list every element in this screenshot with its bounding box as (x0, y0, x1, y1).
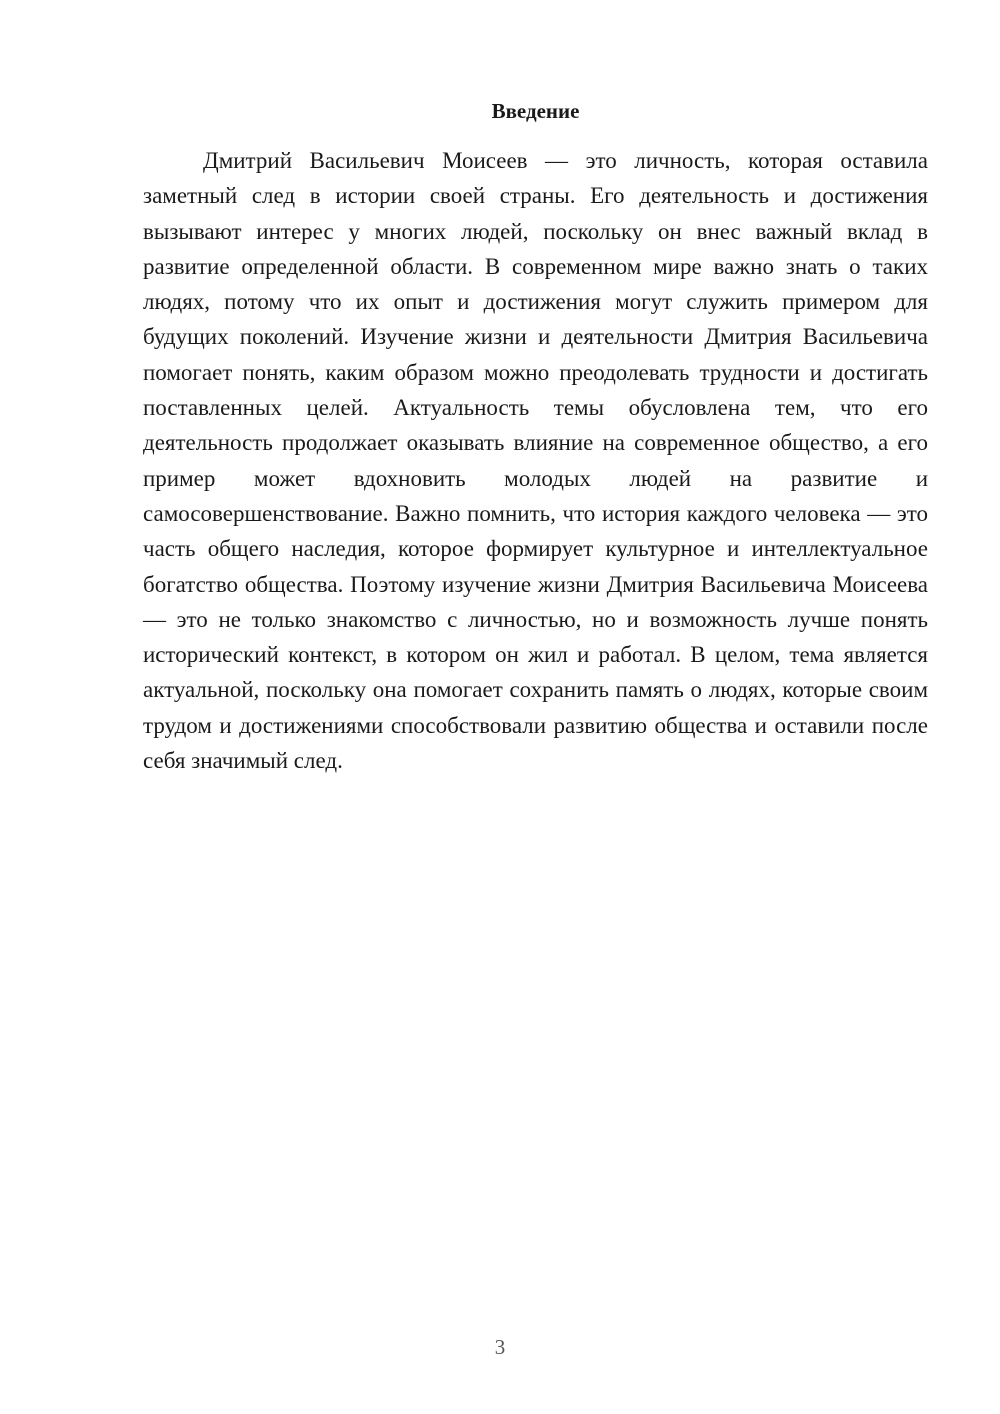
section-heading: Введение (491, 99, 580, 123)
page-number: 3 (494, 1335, 506, 1359)
introduction-paragraph: Дмитрий Васильевич Моисеев — это личность, которая оставила заметный след в истории своей страны. Его деятельность и достижения вызывают интерес у многих людей, поскольку он внес важный вклад в развитие определенной области. В современном мире важно знать о таких людях, потому что их опыт и достижения могут служить примером для будущих поколений. Изучение жизни и деятельности Дмитрия Васильевича помогает понять, каким образом можно преодолевать трудности и достигать поставленных целей. Актуальность темы обусловлена тем, что его деятельность продолжает оказывать влияние на современное общество, а его пример может вдохновить молодых людей на развитие и самосовершенствование. Важно помнить, что история каждого человека — это часть общего наследия, которое формирует культурное и интеллектуальное богатство общества. Поэтому изучение жизни Дмитрия Васильевича Моисеева — это не только знакомство с личностью, но и возможность лучше понять исторический контекст, в котором он жил и работал. В целом, тема является актуальной, поскольку она помогает сохранить память о людях, которые своим трудом и достижениями способствовали развитию общества и оставили после себя значимый след. (143, 148, 928, 774)
